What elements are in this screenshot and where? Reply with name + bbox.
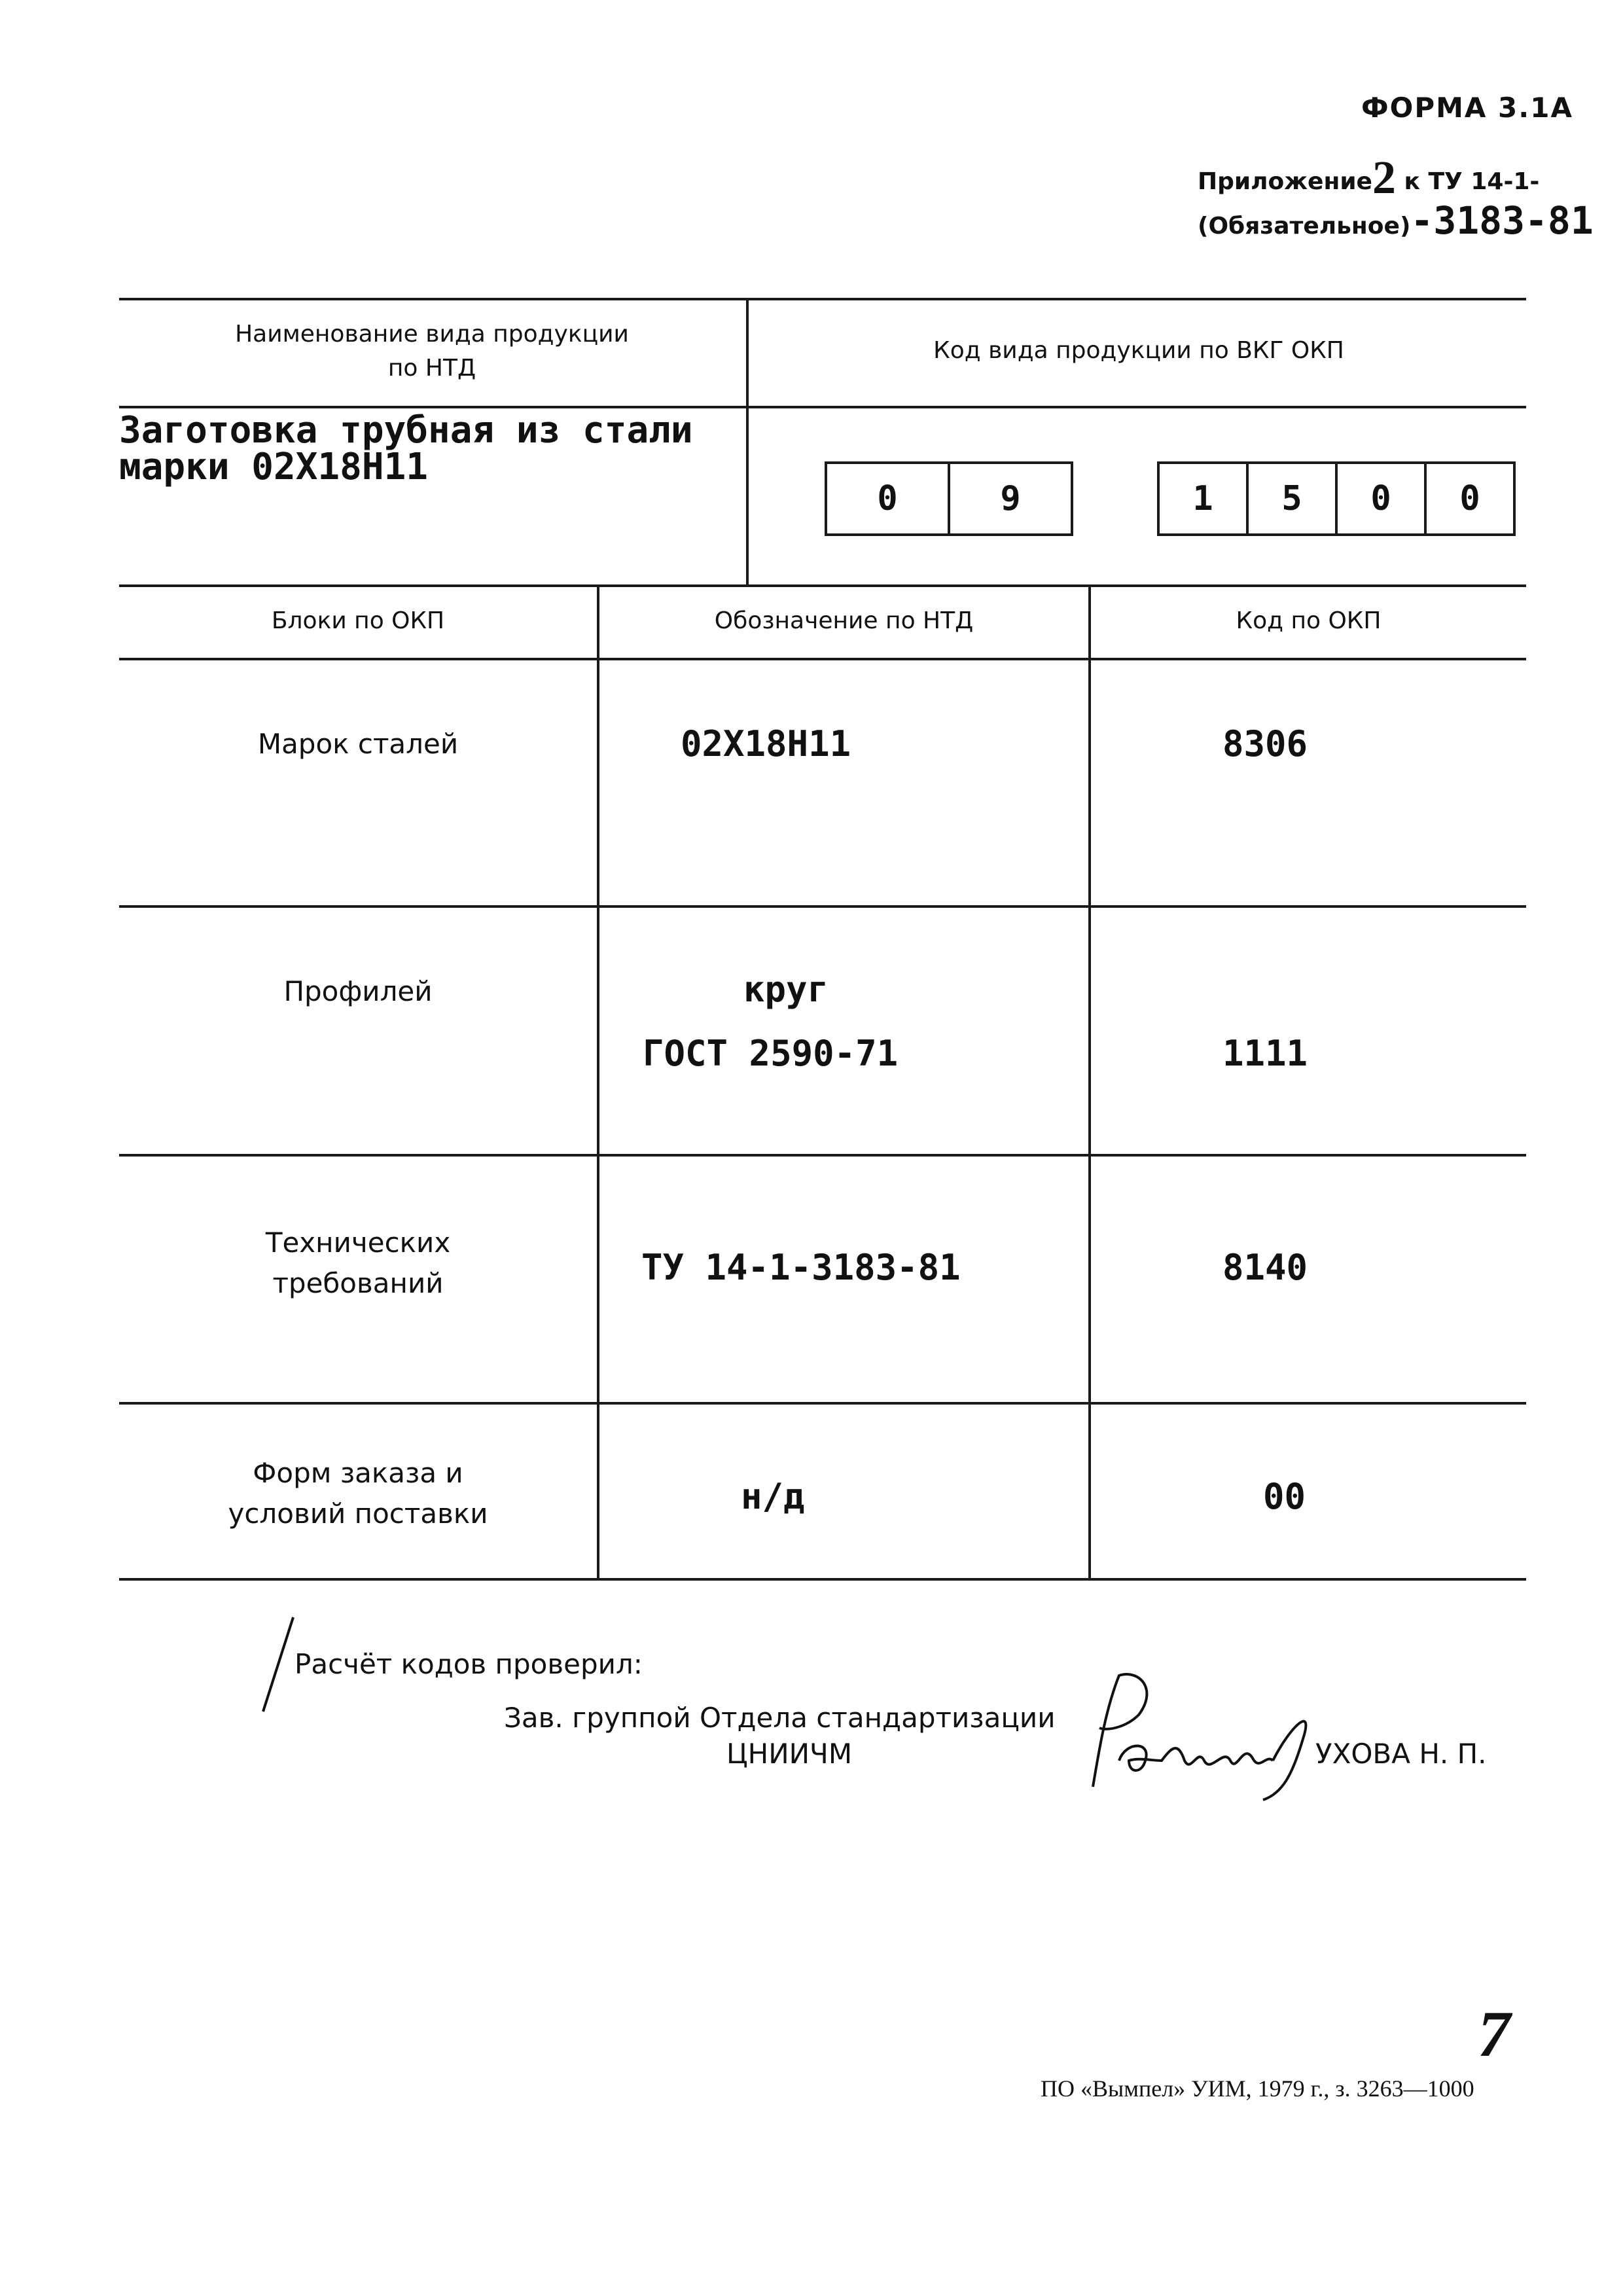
table-top-rule [119, 584, 1526, 587]
appendix-block [1198, 151, 1594, 243]
product-name-line2: марки 02Х18Н11 [119, 446, 429, 488]
row-block-label: Профилей [283, 975, 433, 1007]
signer-name: УХОВА Н. П. [1315, 1738, 1487, 1770]
table-col-divider-1 [597, 584, 599, 1579]
form-label: ФОРМА 3.1А [1361, 92, 1573, 124]
position-line2: ЦНИИЧМ [726, 1738, 853, 1770]
appendix-number: 2 [1372, 151, 1396, 204]
mandatory-label: (Обязательное) [1198, 213, 1411, 240]
row-block-label: Технических требований [265, 1227, 451, 1299]
row-code: 8140 [1222, 1247, 1308, 1288]
table-col-divider-2 [1088, 584, 1091, 1579]
checked-label: Расчёт кодов проверил: [294, 1648, 643, 1680]
handwritten-signature [1067, 1662, 1342, 1806]
printer-note: ПО «Вымпел» УИМ, 1979 г., з. 3263—1000 [1041, 2075, 1474, 2102]
product-divider [746, 298, 749, 586]
column-header-code: Код по ОКП [1236, 607, 1382, 634]
product-code-header: Код вида продукции по ВКГ ОКП [933, 337, 1344, 364]
okp-code-group-2 [1157, 461, 1516, 536]
top-rule [119, 298, 1526, 300]
product-name-header: Наименование вида продукции по НТД [235, 321, 629, 382]
appendix-word: Приложение [1198, 168, 1372, 195]
row-block-label: Марок сталей [257, 728, 459, 760]
okp-code-digit: 1 [1160, 464, 1249, 533]
row-designation: н/д [741, 1476, 805, 1517]
okp-code-digit: 0 [1459, 479, 1480, 518]
row-block-label: Форм заказа и условий поставки [228, 1457, 488, 1530]
table-bottom-rule [119, 1578, 1526, 1581]
row-designation: ТУ 14-1-3183-81 [641, 1247, 961, 1288]
column-header-blocks: Блоки по ОКП [271, 607, 445, 634]
page-number: 7 [1478, 1998, 1510, 2070]
position-line1: Зав. группой Отдела стандартизации [504, 1702, 1056, 1734]
appendix-to: к ТУ 14-1- [1404, 168, 1540, 195]
okp-code-digit: 0 [1338, 464, 1427, 533]
table-header-rule [119, 658, 1526, 660]
row-designation-line2: ГОСТ 2590-71 [643, 1033, 899, 1074]
row-designation: 02Х18Н11 [681, 723, 851, 764]
row-code: 00 [1263, 1476, 1306, 1517]
okp-code-digit: 5 [1249, 464, 1338, 533]
table-row-rule [119, 905, 1526, 908]
row-code: 1111 [1222, 1033, 1308, 1074]
okp-code-group-1 [825, 461, 1073, 536]
doc-number: -3183-81 [1410, 198, 1594, 243]
product-header-rule [119, 406, 1526, 408]
table-row-rule [119, 1402, 1526, 1405]
table-row-rule [119, 1154, 1526, 1157]
row-code: 8306 [1222, 723, 1308, 764]
column-header-designation: Обозначение по НТД [714, 607, 974, 634]
okp-code-digit: 9 [1000, 479, 1021, 518]
product-name [119, 409, 693, 488]
product-name-line1: Заготовка трубная из стали [119, 409, 693, 452]
row-designation-line1: круг [743, 969, 829, 1010]
okp-code-digit: 0 [827, 464, 950, 533]
